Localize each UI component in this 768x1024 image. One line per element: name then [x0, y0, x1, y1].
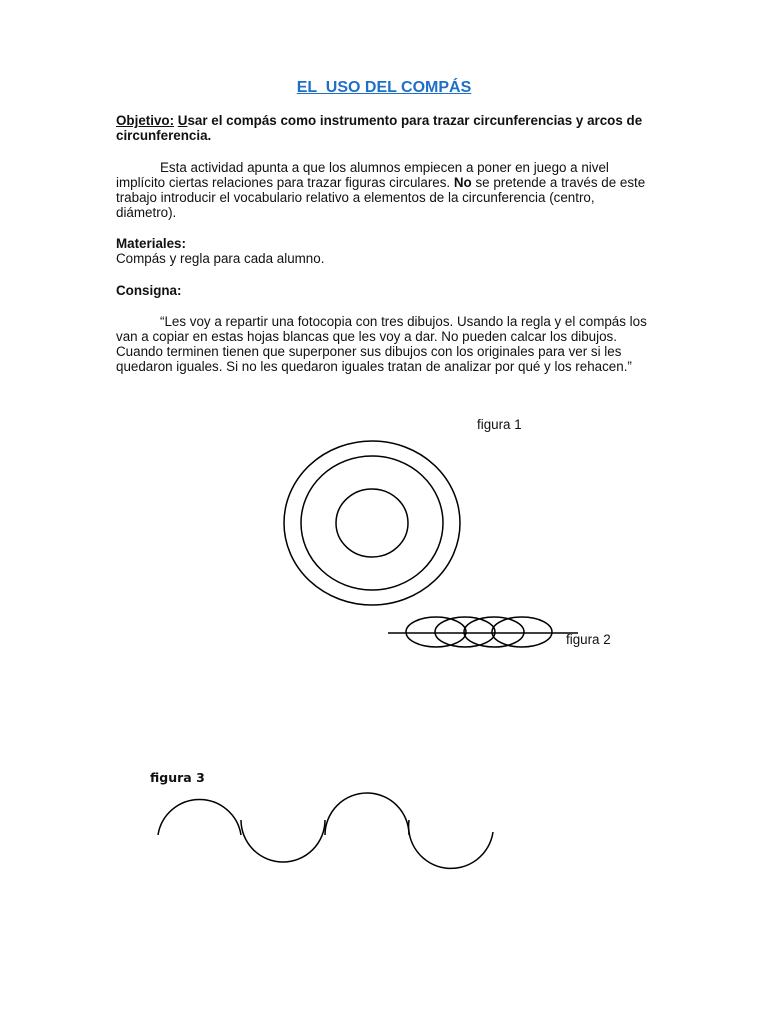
- figure-2-circle-3: [464, 617, 524, 647]
- figure-3-wave-arcs: [158, 793, 493, 868]
- page-title: EL USO DEL COMPÁS: [296, 79, 472, 96]
- figure-1-inner-circle: [336, 489, 408, 557]
- materials-label: Materiales:: [116, 236, 186, 251]
- consigna-text: “Les voy a repartir una fotocopia con tres dibujos. Usando la regla y el compás los van a copiar en estas hojas blancas que les voy a dar. No pueden calcar los dibujos. Cuando terminen tienen que superponer sus dibujos con los originales para ver si les quedaron iguales. Si no les quedaron iguales tratan de analizar por qué y los rehacen.”: [116, 314, 647, 374]
- figure-2-circle-4: [492, 617, 552, 647]
- intro-text-before: Esta actividad apunta a que los alumnos empiecen a poner en juego a nivel implícito ciertas relaciones para trazar figuras circulares.: [116, 160, 609, 190]
- objective-label: Objetivo:: [116, 113, 175, 128]
- figure-3-arc-2: [241, 820, 325, 862]
- consigna-label: Consigna:: [116, 283, 182, 298]
- figure-3-arc-1: [158, 799, 241, 835]
- figure-1-label: figura 1: [477, 417, 522, 432]
- figure-2-circle-1: [406, 617, 466, 647]
- intro-text-after: se pretende a través de este trabajo introducir el vocabulario relativo a elementos de la circunferencia (centro, diámetro).: [116, 175, 646, 220]
- figure-1-concentric-circles: [284, 441, 460, 605]
- materials-text: Compás y regla para cada alumno.: [116, 251, 325, 266]
- intro-bold-no: No: [453, 175, 472, 190]
- objective-first-letter: U: [177, 113, 188, 128]
- figure-3-label: figura 3: [150, 770, 205, 785]
- figure-1-outer-circle: [284, 441, 460, 605]
- figure-2-label: figura 2: [566, 632, 611, 647]
- figure-2-circle-2: [435, 617, 495, 647]
- figure-2-overlapping-circles: [388, 617, 578, 647]
- figure-1-middle-circle: [301, 456, 443, 590]
- objective-text: sar el compás como instrumento para trazar circunferencias y arcos de circunferencia.: [116, 113, 643, 143]
- figure-3-arc-4: [409, 820, 493, 868]
- figure-3-arc-3: [325, 793, 409, 835]
